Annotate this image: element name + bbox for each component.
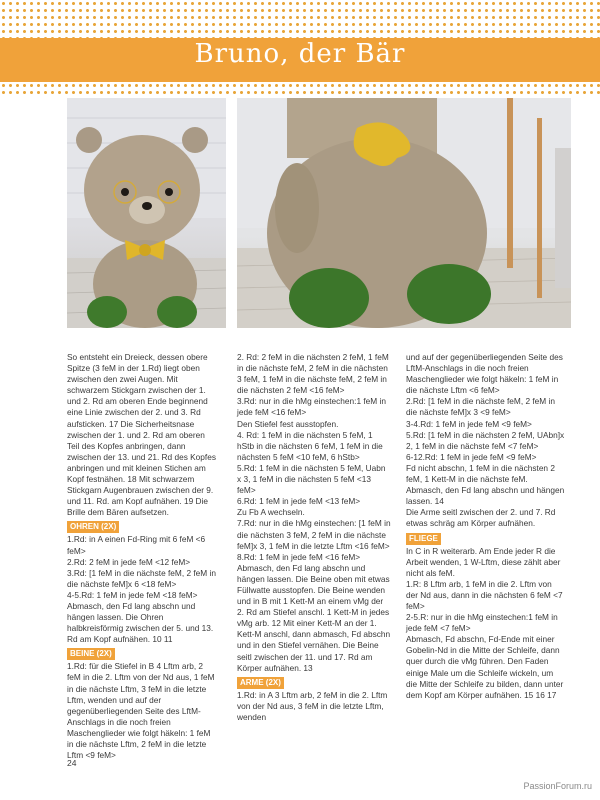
text-column-1	[67, 352, 219, 761]
section-heading-arme: ARME (2X)	[237, 677, 284, 689]
paragraph: Abmasch, den Fd lang abschn und hängen lassen. Die Beine oben mit etwas Füllwatte ausstopfen. Die Beine wenden und in B mit 1 Kett-M an einem vMg der 2. Rd am Stiefel anschl. 1 Kett-M in jedes vMg arb. 12 Mit einer Kett-M an der 1. Kett-M anschl, dann abmasch, Fd abschn und in den Stiefel vernähen. Die Beine seitl zwischen der 11. und 17. Rd am Körper aufnähen. 13	[237, 562, 391, 673]
teddy-bear-photo-closeup	[237, 98, 571, 328]
paragraph: 1.Rd: für die Stiefel in B 4 Lftm arb, 2 feM in die 2. Lftm von der Nd aus, 1 feM in die nächste Lftm, 3 feM in die letzte Lftm, wenden und auf der gegenüberliegenden Seite des LftM-Anschlags in die noch freien Maschenglieder wie folgt häkeln: 1 feM in die nächste Lftm, 2 feM in die letzte Lftm <9 feM>	[67, 661, 215, 761]
dotted-divider-pattern	[0, 82, 600, 98]
paragraph: 3.Rd: nur in die hMg einstechen:1 feM in jede feM <16 feM>	[237, 396, 386, 418]
section-heading-beine: BEINE (2X)	[67, 648, 115, 660]
paragraph: 2. Rd: 2 feM in die nächsten 2 feM, 1 feM in die nächste feM, 2 feM in die nächsten 3 feM, 1 feM in die nächste feM, 2 feM in die nächsten 2 feM <16 feM>	[237, 352, 389, 396]
paragraph: 1.Rd: in A 3 Lftm arb, 2 feM in die 2. Lftm von der Nd aus, 3 feM in die letzte Lftm, wenden	[237, 689, 388, 722]
paragraph: 1.R: 8 Lftm arb, 1 feM in die 2. Lftm von der Nd aus, dann in die nächsten 6 feM <7 feM>	[406, 578, 563, 611]
section-heading-ohren: OHREN (2X)	[67, 521, 119, 533]
paragraph: Zu Fb A wechseln.	[237, 507, 305, 518]
section-heading-fliege: FLIEGE	[406, 533, 441, 545]
paragraph: 6-12.Rd: 1 feM in jede feM <9 feM>	[406, 451, 537, 462]
paragraph: 5.Rd: [1 feM in die nächsten 2 feM, UAbn]x 2, 1 feM in die nächste feM <7 feM>	[406, 429, 565, 451]
paragraph: 3-4.Rd: 1 feM in jede feM <9 feM>	[406, 418, 532, 429]
paragraph: 1.Rd: in A einen Fd-Ring mit 6 feM <6 feM>	[67, 534, 206, 556]
title-banner	[0, 38, 600, 82]
paragraph: Den Stiefel fest ausstopfen.	[237, 418, 339, 429]
paragraph: 4-5.Rd: 1 feM in jede feM <18 feM>	[67, 589, 198, 600]
paragraph: 5.Rd: 1 feM in die nächsten 5 feM, Uabn x 3, 1 feM in die nächsten 5 feM <13 feM>	[237, 462, 386, 496]
paragraph: Abmasch, den Fd lang abschn und hängen lassen. 14	[406, 485, 565, 507]
text-column-3	[406, 352, 566, 701]
dotted-header-pattern	[0, 0, 600, 38]
watermark: PassionForum.ru	[523, 781, 592, 791]
paragraph: 2.Rd: 2 feM in jede feM <12 feM>	[67, 556, 191, 567]
page-number: 24	[67, 758, 77, 768]
paragraph: In C in R weiterarb. Am Ende jeder R die Arbeit wenden, 1 W-Lftm, diese zählt aber nicht als feM.	[406, 545, 561, 578]
paragraph: 2-5.R: nur in die hMg einstechen:1 feM in jede feM <7 feM>	[406, 612, 558, 634]
paragraph: 7.Rd: nur in die hMg einstechen: [1 feM in die nächsten 3 feM, 2 feM in die nächste feM]x 3, 1 feM in die letzte Lftm <16 feM>	[237, 518, 391, 551]
paragraph: Abmasch, Fd abschn, Fd-Ende mit einer Gobelin-Nd in die Mitte der Schleife, dann quer durch die vMg führen. Den Faden einige Male um die Schleife wickeln, um die Mitte der Schleife zu bilden, dann unter dem Kopf am Körper aufnähen. 15 16 17	[406, 634, 564, 700]
paragraph: und auf der gegenüberliegenden Seite des LftM-Anschlags in die noch freien Maschenglieder wie folgt häkeln: 1 feM in die nächste Lftm <6 feM>	[406, 352, 563, 396]
text-column-2	[237, 352, 391, 723]
paragraph: Die Arme seitl zwischen der 2. und 7. Rd etwas schräg am Körper aufnähen.	[406, 507, 556, 529]
page-title: Bruno, der Bär	[194, 39, 406, 69]
paragraph: 8.Rd: 1 feM in jede feM <16 feM>	[237, 551, 361, 562]
paragraph: Abmasch, den Fd lang abschn und hängen lassen. Die Ohren halbkreisförmig zwischen der 5. und 13. Rd am Kopf aufnähen. 10 11	[67, 600, 214, 645]
teddy-bear-photo-front	[67, 98, 226, 328]
paragraph: Fd nicht abschn, 1 feM in die nächsten 2 feM, 1 Kett-M in die nächste feM.	[406, 462, 555, 485]
paragraph: 6.Rd: 1 feM in jede feM <13 feM>	[237, 496, 361, 507]
paragraph: So entsteht ein Dreieck, dessen obere Spitze (3 feM in der 1.Rd) liegt oben zwischen den zwei Augen. Mit schwarzem Stickgarn zwischen der 1. und 2. Rd am oberen Ende beginnend eine Linie zwischen der 2. und 3. Rd aufsticken. 17 Die Sicherheitsnase zwischen der 1. und 2. Rd am oberen Teil des Kopfes anbringen, dann zwischen der 13. und 21. Rd des Kopfes anbringen und mit kleinen Stichen am Kopf festnähen. 18 Mit schwarzem Stickgarn Augenbrauen zwischen der 9. und 11. Rd. am Kopf aufnähen. 19 Die Brille dem Bären aufsetzen.	[67, 352, 216, 518]
paragraph: 2.Rd: [1 feM in die nächste feM, 2 feM in die nächste feM]x 3 <9 feM>	[406, 396, 555, 418]
paragraph: 4. Rd: 1 feM in die nächsten 5 feM, 1 hStb in die nächsten 6 feM, 1 feM in die nächsten 5 feM <10 feM, 6 hStb>	[237, 429, 383, 462]
paragraph: 3.Rd: [1 feM in die nächste feM, 2 feM in die nächste feM]x 6 <18 feM>	[67, 567, 216, 589]
